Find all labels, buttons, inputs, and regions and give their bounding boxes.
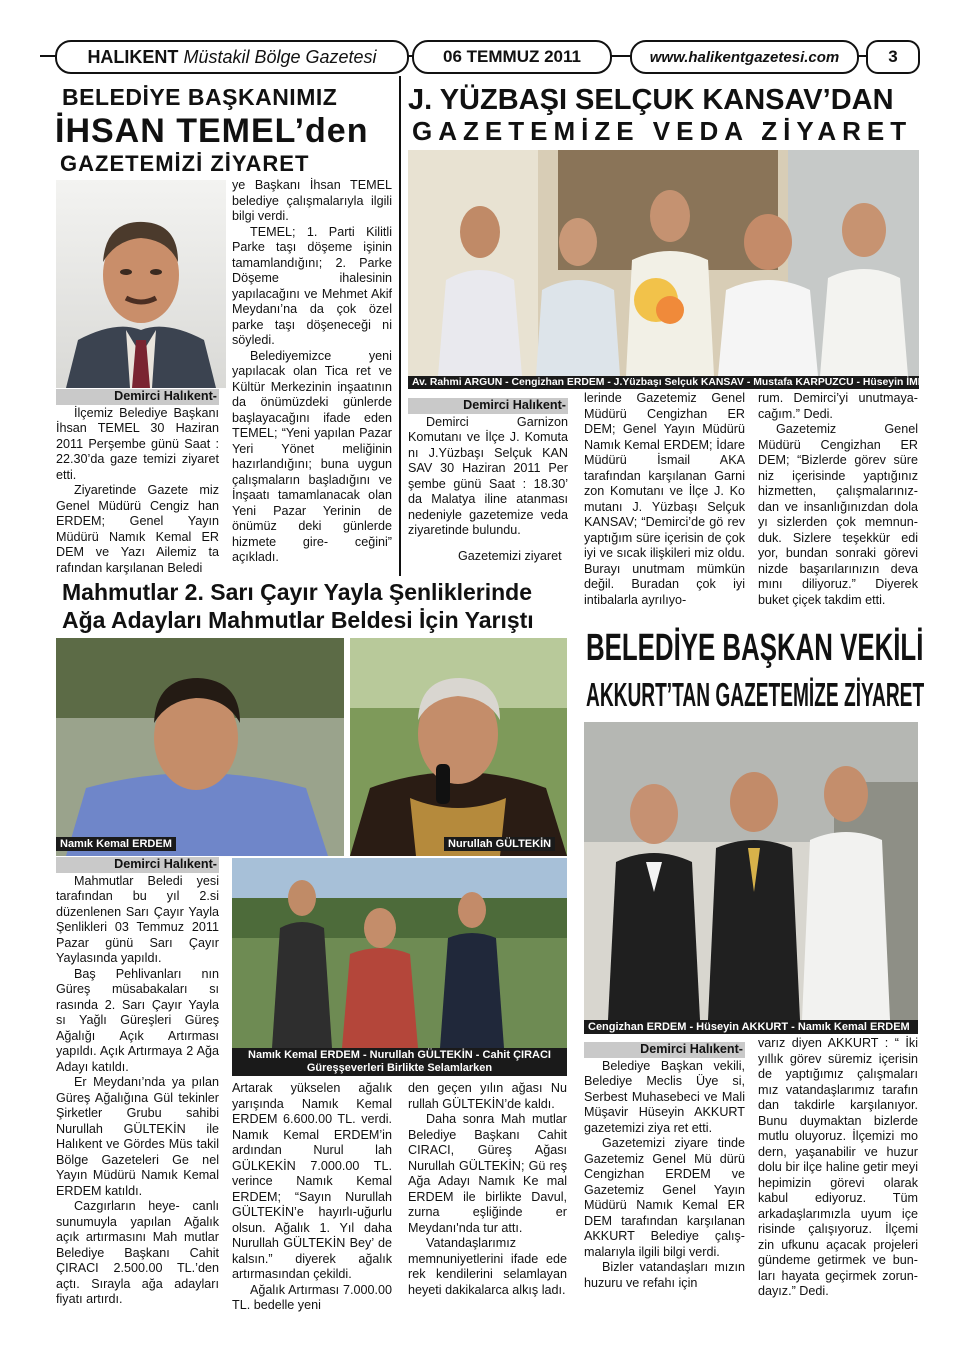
kansav-column-2 [584, 391, 745, 608]
mahmutlar-col1-paragraph-1: Mahmutlar Beledi yesi tarafından bu yıl 2.si düzenlenen Sarı Çayır Yayla Şenlikleri 03 Temmuz 2011 Pazar günü Sarı Çayır Yaylasında yapıldı. [56, 873, 219, 965]
mahmutlar-column-3 [408, 1081, 567, 1298]
akkurt-column-2 [758, 1036, 918, 1300]
header-page-number-box [866, 40, 920, 74]
wrestling-caption-line-2: Güreşşeverleri Birlikte Selamlarken [306, 1062, 493, 1074]
kansav-headline-1: J. YÜZBAŞI SELÇUK KANSAV’DAN [408, 84, 894, 116]
akkurt-lead: Demirci Halıkent- [584, 1042, 745, 1058]
temel-headline-2: İHSAN TEMEL’den [55, 112, 369, 150]
kansav-col3-paragraph-1: rum. Demirci’yi unutmaya- cağım.” Dedi. [758, 391, 918, 421]
page-number: 3 [888, 47, 898, 66]
mahmutlar-headline-1: Mahmutlar 2. Sarı Çayır Yayla Şenliklerinde [62, 579, 533, 605]
akkurt-headline-1: BELEDİYE BAŞKAN VEKİLİ [586, 627, 924, 669]
column-divider-top [399, 76, 401, 576]
mahmutlar-column-1 [56, 857, 219, 1308]
mahmutlar-column-2 [232, 1081, 392, 1314]
kansav-col3-paragraph-2: Gazetemiz Genel Müdürü Cengizhan ER DEM; “Bizlerde görev süre niz içerisinde yaptığınız hizmetten, çalışmalarınız- dan ve insanlığınızdan dola yı sizlerden çok memnun- duk. Sizlere teşekkür edi yor, bundan sonraki görevi nizde başarılarınızın deva mını diliyoruz.” Diyerek buket çiçek takdim etti. [758, 422, 918, 607]
temel-col2-paragraph-3: Belediyemizce yeni yapılacak olan Tica ret ve Kültür Merkezinin inşaatının da önümüzdeki günlerde başlayacağını ifade eden TEMEL; “Yeni yapılan Pazar Yeri Yönet meliğinin hazırlandığını; buna uygun çalışmaların başladığını ve İnşaatı tamamlanacak olan Yeni Pazar Yerinin de önümüz deki günlerde hizmete gire- ceğini” açıkladı. [232, 348, 392, 564]
mahmutlar-headline-2: Ağa Adayları Mahmutlar Beldesi İçin Yarıştı [62, 607, 534, 633]
paper-subtitle: Müstakil Bölge Gazetesi [183, 46, 377, 67]
temel-headline-3: GAZETEMİZİ ZİYARET [60, 151, 310, 176]
temel-col2-paragraph-2: TEMEL; 1. Parti Kilitli Parke taşı döşeme işinin tamamlandığını; 2. Parke Döşeme ihalesinin yapılacağını ve Mehmet Akif Meydanı’na da çok özel parke taşı döşeneceği ni söyledi. [232, 224, 392, 347]
mahmutlar-col1-paragraph-3: Er Meydanı’nda ya pılan Güreş Ağalığına Gül tekinler Şirketler Grubu sahibi Nurullah GÜLTEKİN ile Halıkent ve Gördes Müs takil Bölge Gazeteleri Ge nel Yayın Müdürü Namık Kemal ERDEM katıldı. [56, 1075, 219, 1198]
header-paper-name-box [55, 40, 409, 74]
kansav-col1-paragraph-2: Gazetemizi ziyaret [458, 548, 562, 563]
mahmutlar-col2-paragraph-1: Artarak yükselen ağalık yarışında Namık Kemal ERDEM 6.600.00 TL. verdi. Namık Kemal ERDEM’in ardından Nurul lah GÜLKEKİN 7.000.00 TL. verince Namık Kemal ERDEM; “Sayın Nurullah GÜLTEKİN’e hayırlı-uğurlu olsun. Ağalık 1. Yıl daha Nurullah GÜLTEKİN Bey’ de kalsın.” diyerek ağalık artırmasından çekildi. [232, 1081, 392, 1281]
kansav-photo-caption: Av. Rahmi ARGUN - Cengizhan ERDEM - J.Yüzbaşı Selçuk KANSAV - Mustafa KARPUZCU - Hüseyin İMREN [408, 376, 919, 389]
mahmutlar-col3-paragraph-2: Daha sonra Mah mutlar Belediye Başkanı Cahit CIRACI, Güreş Ağası Nurullah GÜLTEKİN; Gü reş Ağa Adayı Namık Ke mal ERDEM ile birlikte Davul, zurna eşliğinde er Meydanı'nda tur attı. [408, 1112, 567, 1235]
temel-lead: Demirci Halıkent- [56, 389, 219, 405]
gultekin-photo [350, 638, 567, 856]
paper-name: HALIKENT [87, 46, 179, 67]
mahmutlar-col2-paragraph-2: Ağalık Artırması 7.000.00 TL. bedelle yeni [232, 1282, 392, 1312]
kansav-col2-paragraph-1: lerinde Gazetemiz Genel Müdürü Cengizhan ER DEM; Genel Yayın Müdürü Namık Kemal ERDEM; İdare Müdürü İsmail AKA tarafından karşılanan Garni zon Komutanı ve İlçe J. Ko mutanı J. Yüzbaşı Selçuk KANSAV; “Demirci’de gö rev yaptığım süre içerisin de çok iyi ve sıcak ilişkileri miz oldu. Burayı unutmam mümkün değil. Buradan çok iyi intibalarla ayrılıyo- [584, 391, 745, 607]
kansav-column-3 [758, 391, 918, 608]
akkurt-col1-paragraph-2: Gazetemizi ziyare tinde Gazetemiz Genel Mü dürü Cengizhan ERDEM ve Gazetemiz Genel Yayın Müdürü Namık Kemal ER DEM tarafından karşılanan AKKURT Belediye çalış- malarıyla ilgili bilgi verdi. [584, 1136, 745, 1259]
akkurt-photo-caption: Cengizhan ERDEM - Hüseyin AKKURT - Namık Kemal ERDEM [584, 1020, 918, 1034]
wrestling-photo-caption [232, 1048, 567, 1076]
mahmutlar-col1-paragraph-2: Baş Pehlivanları nın Güreş müsabakaları sı rasında 2. Sarı Çayır Yayla sı Yağlı Güreşleri Güreş Ağalığı Açık Artırması yapıldı. Açık Artırmaya 2 Ağa Adayı katıldı. [56, 966, 219, 1074]
kansav-lead: Demirci Halıkent- [408, 398, 568, 414]
kansav-col1-paragraph-1: Demirci Garnizon Komutanı ve İlçe J. Komuta nı J.Yüzbaşı Selçuk KAN SAV 30 Haziran 2011 Per şembe günü Saat : 18.30’ da Malatya iline atanması nedeniyle gazetemize veda ziyaretinde bulundu. [408, 414, 568, 537]
akkurt-headline-2: AKKURT’TAN GAZETEMİZE ZİYARET [586, 676, 925, 713]
mahmutlar-col1-paragraph-4: Cazgırların heye- canlı sunumuyla yapılan Ağalık açık artırmasını Mah mutlar Belediye Başkanı Cahit ÇIRACI 2.500.00 TL.’den açtı. Sırayla ağa adayları fiyatı artırdı. [56, 1199, 219, 1306]
header-website-box[interactable] [630, 40, 859, 74]
header-date-box [412, 40, 612, 74]
issue-date: 06 TEMMUZ 2011 [443, 47, 581, 66]
kansav-headline-2: GAZETEMİZE VEDA ZİYARET [412, 116, 913, 146]
temel-col2-paragraph-1: ye Başkanı İhsan TEMEL belediye çalışmalarıyla ilgili bilgi verdi. [232, 178, 392, 223]
website-link[interactable]: www.halikentgazetesi.com [649, 48, 840, 66]
temel-col1-paragraph-2: Ziyaretinde Gazete miz Genel Müdürü Cengiz han ERDEM; Genel Yayın Müdürü Namık Kemal ER DEM ve Yazı Ailemiz ta rafından karşılanan Beledi [56, 483, 219, 575]
temel-col1-paragraph-1: İlçemiz Belediye Başkanı İhsan TEMEL 30 Haziran 2011 Perşembe günü Saat : 22.30’da gaze temizi ziyaret etti. [56, 405, 219, 482]
kansav-group-photo [408, 150, 919, 376]
mahmutlar-col3-paragraph-1: den geçen yılın ağası Nu rullah GÜLTEKİN’de kaldı. [408, 1081, 567, 1111]
temel-portrait-photo [56, 180, 226, 388]
mahmutlar-lead: Demirci Halıkent- [56, 857, 219, 873]
temel-headline-1: BELEDİYE BAŞKANIMIZ [62, 84, 338, 110]
akkurt-column-1 [584, 1042, 745, 1291]
wrestling-caption-line-1: Namık Kemal ERDEM - Nurullah GÜLTEKİN - Cahit ÇIRACI [248, 1049, 551, 1061]
akkurt-col2-paragraph-1: varız diyen AKKURT : “ İki yıllık görev süremiz içerisin de yaptığımız çalışmaları mız vatandaşlarımız tarafın dan takdirle karşılanıyor. Bunu duymaktan bizlerde mutlu oluyoruz. İlçemizi mo dern, yaşanabilir ve huzur dolu bir ilçe haline getir meyi hepimizin görevi olarak kabul ediyoruz. Tüm arkadaşlarımızla uyum içe risinde çalışıyoruz. İlçemi zin ufkunu açacak projeleri gündeme getirmek ve bun- ları hayata geçirmek zorun- dayız.” Dedi. [758, 1036, 918, 1298]
erdem-photo-caption: Namık Kemal ERDEM [56, 837, 176, 851]
akkurt-group-photo [584, 722, 918, 1020]
temel-column-1 [56, 389, 219, 576]
wrestling-greeting-photo [232, 858, 567, 1048]
akkurt-col1-paragraph-3: Bizler vatandaşları mızın huzuru ve refahı için [584, 1260, 745, 1290]
temel-column-2 [232, 178, 392, 566]
akkurt-col1-paragraph-1: Belediye Başkan vekili, Belediye Meclis Üye si, Serbest Muhasebeci ve Mali Müşavir Hüseyin AKKURT gazetemizi ziya ret etti. [584, 1058, 745, 1135]
kansav-column-1 [408, 398, 568, 564]
erdem-photo [56, 638, 344, 856]
mahmutlar-col3-paragraph-3: Vatandaşlarımız memnuniyetlerini ifade ede rek kendilerini selamlayan heyeti dakikalarca alkış ladı. [408, 1236, 567, 1297]
gultekin-photo-caption: Nurullah GÜLTEKİN [444, 837, 555, 851]
